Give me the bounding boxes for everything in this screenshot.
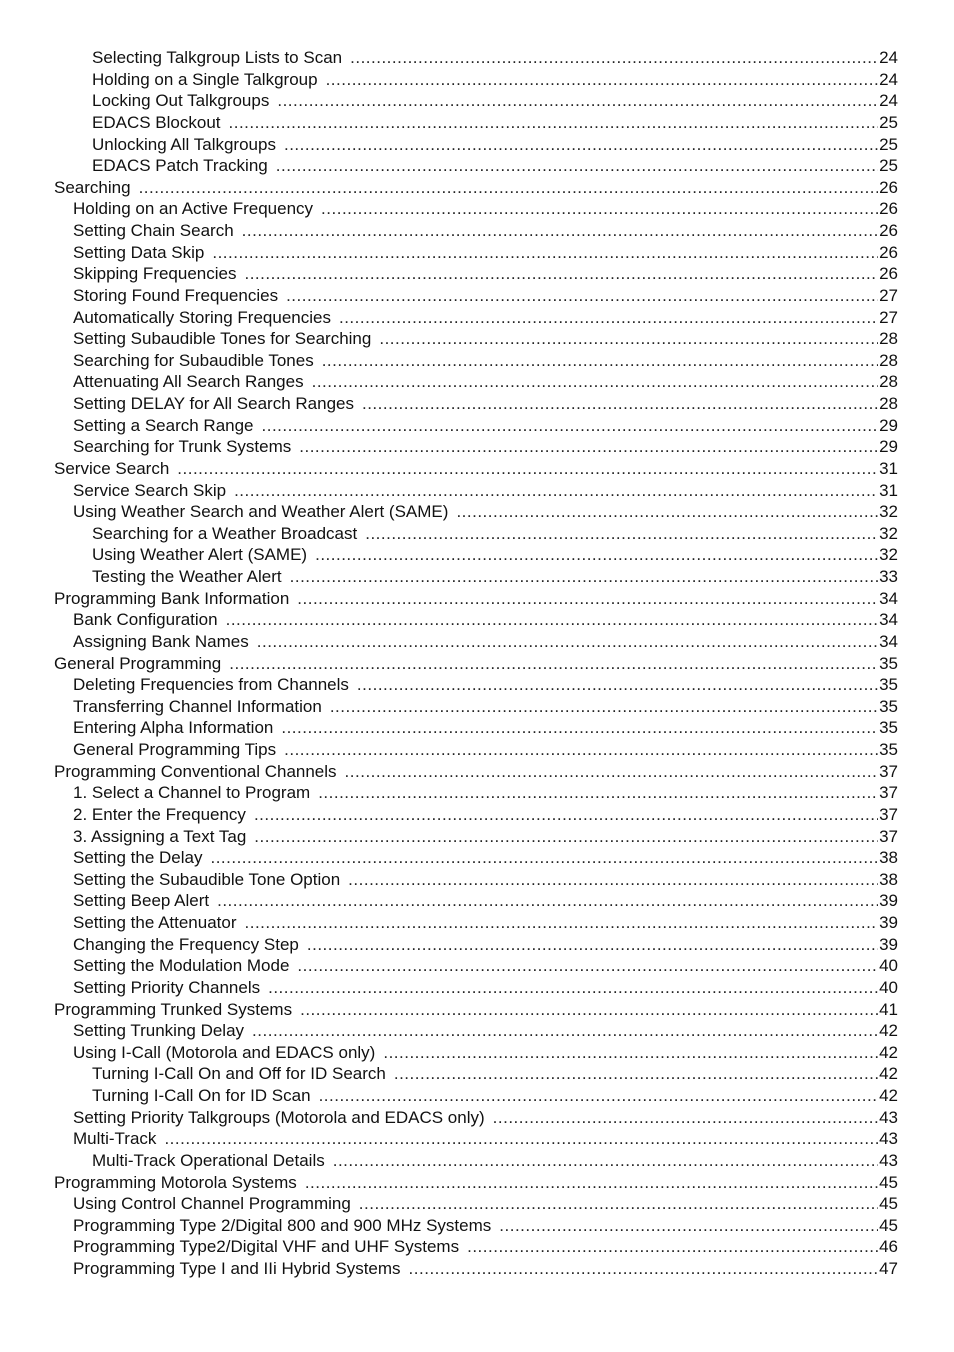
toc-entry-title: Multi-Track bbox=[73, 1129, 157, 1149]
dot-leader bbox=[456, 501, 878, 523]
toc-entry[interactable] bbox=[54, 826, 898, 848]
toc-entry[interactable] bbox=[54, 1236, 898, 1258]
toc-entry-page-number: 35 bbox=[879, 696, 898, 716]
toc-entry[interactable] bbox=[54, 1063, 898, 1085]
toc-entry-page-number: 28 bbox=[879, 372, 898, 392]
dot-leader bbox=[318, 782, 878, 804]
toc-entry-page-number: 41 bbox=[879, 999, 898, 1019]
toc-entry-title: Using Weather Alert (SAME) bbox=[92, 545, 308, 565]
toc-entry-title: Programming Motorola Systems bbox=[54, 1172, 297, 1192]
toc-entry[interactable] bbox=[54, 1193, 898, 1215]
toc-entry[interactable] bbox=[54, 328, 898, 350]
toc-entry-title: Setting Chain Search bbox=[73, 221, 234, 240]
dot-leader bbox=[139, 177, 879, 199]
toc-entry-page-number: 39 bbox=[879, 934, 898, 954]
toc-entry[interactable] bbox=[54, 523, 898, 545]
toc-entry-title: Searching for Trunk Systems bbox=[73, 437, 292, 457]
table-of-contents bbox=[54, 47, 898, 1280]
toc-entry-page-number: 43 bbox=[879, 1150, 898, 1170]
toc-entry[interactable] bbox=[54, 393, 898, 415]
toc-entry[interactable] bbox=[54, 1172, 898, 1194]
dot-leader bbox=[321, 198, 878, 220]
toc-entry[interactable] bbox=[54, 1215, 898, 1237]
dot-leader bbox=[252, 1020, 878, 1042]
toc-entry-title: Programming Trunked Systems bbox=[54, 999, 293, 1019]
dot-leader bbox=[383, 1042, 878, 1064]
toc-entry[interactable] bbox=[54, 1150, 898, 1172]
toc-entry[interactable] bbox=[54, 609, 898, 631]
dot-leader bbox=[319, 1085, 879, 1107]
dot-leader bbox=[394, 1063, 878, 1085]
toc-entry[interactable] bbox=[54, 782, 898, 804]
toc-entry-page-number: 29 bbox=[879, 437, 898, 457]
dot-leader bbox=[359, 1193, 878, 1215]
toc-entry-title: Setting DELAY for All Search Ranges bbox=[73, 394, 354, 413]
toc-entry[interactable] bbox=[54, 912, 898, 934]
toc-entry-page-number: 37 bbox=[879, 804, 898, 824]
dot-leader bbox=[284, 134, 878, 156]
dot-leader bbox=[276, 155, 878, 177]
toc-entry[interactable] bbox=[54, 263, 898, 285]
toc-entry[interactable] bbox=[54, 458, 898, 480]
toc-entry[interactable] bbox=[54, 69, 898, 91]
toc-entry-page-number: 27 bbox=[879, 307, 898, 327]
toc-entry-title: Bank Configuration bbox=[73, 610, 218, 630]
toc-entry-page-number: 26 bbox=[879, 177, 898, 197]
toc-entry-page-number: 28 bbox=[879, 350, 898, 370]
toc-entry-title: Setting the Subaudible Tone Option bbox=[73, 869, 341, 889]
toc-entry-title: Programming Bank Information bbox=[54, 588, 290, 608]
toc-entry-title: EDACS Patch Tracking bbox=[92, 156, 268, 176]
toc-entry[interactable] bbox=[54, 307, 898, 329]
toc-entry[interactable] bbox=[54, 415, 898, 437]
toc-entry-page-number: 28 bbox=[879, 329, 898, 349]
dot-leader bbox=[268, 977, 878, 999]
dot-leader bbox=[244, 263, 878, 285]
dot-leader bbox=[245, 912, 879, 934]
toc-entry[interactable] bbox=[54, 566, 898, 588]
toc-entry-title: Using Control Channel Programming bbox=[73, 1194, 351, 1214]
dot-leader bbox=[297, 588, 878, 610]
toc-entry-page-number: 27 bbox=[879, 285, 898, 305]
toc-entry[interactable] bbox=[54, 1042, 898, 1064]
toc-entry-page-number: 46 bbox=[879, 1237, 898, 1257]
toc-entry-title: Service Search Skip bbox=[73, 480, 227, 500]
dot-leader bbox=[226, 609, 878, 631]
toc-entry-title: Setting the Attenuator bbox=[73, 913, 237, 932]
dot-leader bbox=[299, 436, 878, 458]
toc-entry-page-number: 24 bbox=[879, 91, 898, 111]
toc-entry[interactable] bbox=[54, 501, 898, 523]
toc-entry-page-number: 45 bbox=[879, 1215, 898, 1235]
dot-leader bbox=[339, 307, 878, 329]
dot-leader bbox=[350, 47, 878, 69]
dot-leader bbox=[300, 999, 878, 1021]
toc-entry[interactable] bbox=[54, 177, 898, 199]
toc-entry-page-number: 32 bbox=[879, 545, 898, 565]
toc-entry-page-number: 45 bbox=[879, 1172, 898, 1192]
toc-entry[interactable] bbox=[54, 220, 898, 242]
dot-leader bbox=[312, 371, 878, 393]
toc-entry-page-number: 42 bbox=[879, 1086, 898, 1105]
dot-leader bbox=[229, 112, 879, 134]
toc-entry-page-number: 25 bbox=[879, 156, 898, 176]
toc-entry[interactable] bbox=[54, 544, 898, 566]
toc-entry-title: Setting Priority Channels bbox=[73, 977, 261, 997]
toc-entry[interactable] bbox=[54, 1128, 898, 1150]
toc-entry-title: Transferring Channel Information bbox=[73, 696, 322, 716]
toc-entry-page-number: 35 bbox=[879, 675, 898, 695]
toc-entry[interactable] bbox=[54, 934, 898, 956]
dot-leader bbox=[305, 1172, 878, 1194]
toc-entry-page-number: 35 bbox=[879, 653, 898, 673]
dot-leader bbox=[212, 242, 878, 264]
toc-entry-title: Selecting Talkgroup Lists to Scan bbox=[92, 48, 343, 67]
toc-entry[interactable] bbox=[54, 112, 898, 134]
toc-entry[interactable] bbox=[54, 47, 898, 69]
toc-entry-page-number: 38 bbox=[879, 869, 898, 889]
dot-leader bbox=[348, 869, 878, 891]
toc-entry-title: Searching bbox=[54, 177, 131, 197]
toc-entry[interactable] bbox=[54, 155, 898, 177]
toc-entry-page-number: 40 bbox=[879, 956, 898, 976]
toc-entry-title: Setting a Search Range bbox=[73, 415, 254, 435]
dot-leader bbox=[242, 220, 878, 242]
toc-entry-page-number: 31 bbox=[879, 458, 898, 478]
dot-leader bbox=[284, 739, 878, 761]
dot-leader bbox=[493, 1107, 878, 1129]
toc-entry-page-number: 34 bbox=[879, 631, 898, 651]
toc-entry-title: Turning I-Call On for ID Scan bbox=[92, 1086, 311, 1105]
toc-entry[interactable] bbox=[54, 847, 898, 869]
toc-entry-page-number: 29 bbox=[879, 415, 898, 435]
dot-leader bbox=[357, 674, 878, 696]
dot-leader bbox=[229, 653, 878, 675]
toc-entry-page-number: 43 bbox=[879, 1129, 898, 1149]
toc-entry-page-number: 42 bbox=[879, 1064, 898, 1084]
dot-leader bbox=[164, 1128, 878, 1150]
toc-entry-page-number: 33 bbox=[879, 567, 898, 586]
dot-leader bbox=[467, 1236, 878, 1258]
dot-leader bbox=[362, 393, 878, 415]
toc-entry[interactable] bbox=[54, 653, 898, 675]
dot-leader bbox=[499, 1215, 878, 1237]
toc-entry-page-number: 40 bbox=[879, 977, 898, 997]
toc-entry-title: Holding on an Active Frequency bbox=[73, 199, 314, 219]
toc-entry-title: Setting the Delay bbox=[73, 848, 203, 868]
toc-entry-page-number: 35 bbox=[879, 740, 898, 759]
toc-entry-title: Turning I-Call On and Off for ID Search bbox=[92, 1064, 386, 1084]
dot-leader bbox=[307, 934, 878, 956]
toc-entry-page-number: 32 bbox=[879, 523, 898, 543]
toc-entry-title: Changing the Frequency Step bbox=[73, 934, 299, 954]
toc-entry-page-number: 43 bbox=[879, 1107, 898, 1127]
toc-entry-title: Locking Out Talkgroups bbox=[92, 91, 270, 111]
toc-entry[interactable] bbox=[54, 285, 898, 307]
toc-entry-title: Automatically Storing Frequencies bbox=[73, 307, 331, 327]
dot-leader bbox=[290, 566, 878, 588]
toc-entry-page-number: 28 bbox=[879, 394, 898, 413]
toc-entry-page-number: 45 bbox=[879, 1194, 898, 1214]
toc-entry-page-number: 38 bbox=[879, 848, 898, 868]
toc-entry[interactable] bbox=[54, 696, 898, 718]
toc-entry-page-number: 31 bbox=[879, 480, 898, 500]
dot-leader bbox=[409, 1258, 879, 1280]
dot-leader bbox=[326, 69, 879, 91]
dot-leader bbox=[254, 826, 878, 848]
dot-leader bbox=[234, 480, 878, 502]
toc-entry-title: 3. Assigning a Text Tag bbox=[73, 826, 247, 846]
toc-entry-page-number: 32 bbox=[879, 502, 898, 522]
toc-entry-title: Storing Found Frequencies bbox=[73, 285, 279, 305]
toc-entry-title: Deleting Frequencies from Channels bbox=[73, 675, 349, 695]
toc-entry-title: Setting Beep Alert bbox=[73, 891, 210, 911]
toc-entry[interactable] bbox=[54, 436, 898, 458]
toc-entry-title: Testing the Weather Alert bbox=[92, 567, 282, 586]
toc-entry-page-number: 42 bbox=[879, 1021, 898, 1041]
toc-entry[interactable] bbox=[54, 198, 898, 220]
toc-entry-title: Setting Trunking Delay bbox=[73, 1021, 245, 1041]
toc-entry-title: Setting Subaudible Tones for Searching bbox=[73, 329, 372, 349]
dot-leader bbox=[286, 285, 878, 307]
dot-leader bbox=[262, 415, 879, 437]
toc-entry-title: Holding on a Single Talkgroup bbox=[92, 69, 318, 89]
dot-leader bbox=[315, 544, 878, 566]
toc-entry-page-number: 39 bbox=[879, 891, 898, 911]
toc-entry[interactable] bbox=[54, 588, 898, 610]
toc-entry[interactable] bbox=[54, 242, 898, 264]
toc-entry-page-number: 26 bbox=[879, 264, 898, 284]
toc-entry-page-number: 26 bbox=[879, 199, 898, 219]
toc-entry-page-number: 37 bbox=[879, 761, 898, 781]
dot-leader bbox=[379, 328, 878, 350]
dot-leader bbox=[217, 890, 878, 912]
dot-leader bbox=[345, 761, 879, 783]
dot-leader bbox=[365, 523, 878, 545]
toc-entry[interactable] bbox=[54, 1107, 898, 1129]
dot-leader bbox=[333, 1150, 878, 1172]
toc-entry-title: General Programming bbox=[54, 653, 222, 673]
toc-entry-page-number: 26 bbox=[879, 242, 898, 262]
toc-entry-title: 1. Select a Channel to Program bbox=[73, 783, 311, 803]
toc-entry[interactable] bbox=[54, 804, 898, 826]
toc-entry-title: EDACS Blockout bbox=[92, 112, 221, 132]
toc-entry[interactable] bbox=[54, 890, 898, 912]
toc-entry-title: Unlocking All Talkgroups bbox=[92, 134, 276, 154]
toc-entry-page-number: 39 bbox=[879, 913, 898, 932]
dot-leader bbox=[330, 696, 878, 718]
toc-entry[interactable] bbox=[54, 631, 898, 653]
toc-entry-title: Setting Data Skip bbox=[73, 242, 205, 262]
toc-entry[interactable] bbox=[54, 717, 898, 739]
dot-leader bbox=[257, 631, 878, 653]
toc-entry-title: Attenuating All Search Ranges bbox=[73, 372, 304, 392]
toc-entry-title: Programming Type2/Digital VHF and UHF Systems bbox=[73, 1237, 460, 1257]
dot-leader bbox=[254, 804, 878, 826]
dot-leader bbox=[281, 717, 878, 739]
toc-entry-title: 2. Enter the Frequency bbox=[73, 804, 246, 824]
toc-entry[interactable] bbox=[54, 350, 898, 372]
toc-entry-page-number: 34 bbox=[879, 588, 898, 608]
toc-entry[interactable] bbox=[54, 1085, 898, 1107]
toc-entry-title: Programming Type I and IIi Hybrid Systems bbox=[73, 1259, 401, 1278]
toc-entry-title: Multi-Track Operational Details bbox=[92, 1150, 325, 1170]
toc-entry[interactable] bbox=[54, 1020, 898, 1042]
toc-entry-page-number: 25 bbox=[879, 112, 898, 132]
toc-entry-page-number: 37 bbox=[879, 826, 898, 846]
toc-entry-page-number: 47 bbox=[879, 1259, 898, 1278]
toc-entry-title: Service Search bbox=[54, 458, 170, 478]
toc-entry-page-number: 42 bbox=[879, 1042, 898, 1062]
toc-entry[interactable] bbox=[54, 134, 898, 156]
toc-entry-title: Skipping Frequencies bbox=[73, 264, 237, 284]
toc-entry[interactable] bbox=[54, 739, 898, 761]
toc-entry-title: Using I-Call (Motorola and EDACS only) bbox=[73, 1042, 376, 1062]
dot-leader bbox=[277, 90, 878, 112]
dot-leader bbox=[177, 458, 878, 480]
dot-leader bbox=[210, 847, 878, 869]
toc-entry-title: Searching for Subaudible Tones bbox=[73, 350, 314, 370]
toc-entry[interactable] bbox=[54, 999, 898, 1021]
toc-entry-page-number: 24 bbox=[879, 48, 898, 67]
toc-entry-title: Programming Type 2/Digital 800 and 900 MHz Systems bbox=[73, 1215, 492, 1235]
toc-entry-page-number: 26 bbox=[879, 221, 898, 240]
dot-leader bbox=[322, 350, 878, 372]
toc-entry-title: Setting the Modulation Mode bbox=[73, 956, 290, 976]
toc-entry-title: Setting Priority Talkgroups (Motorola and EDACS only) bbox=[73, 1107, 485, 1127]
toc-entry-page-number: 34 bbox=[879, 610, 898, 630]
toc-entry[interactable] bbox=[54, 977, 898, 999]
toc-entry-page-number: 25 bbox=[879, 134, 898, 154]
toc-entry-page-number: 24 bbox=[879, 69, 898, 89]
toc-entry-title: Assigning Bank Names bbox=[73, 631, 249, 651]
toc-entry[interactable] bbox=[54, 90, 898, 112]
toc-entry[interactable] bbox=[54, 371, 898, 393]
toc-entry[interactable] bbox=[54, 869, 898, 891]
toc-entry-page-number: 37 bbox=[879, 783, 898, 803]
toc-entry-title: Entering Alpha Information bbox=[73, 718, 274, 738]
toc-entry-title: Programming Conventional Channels bbox=[54, 761, 337, 781]
toc-entry[interactable] bbox=[54, 955, 898, 977]
toc-entry[interactable] bbox=[54, 674, 898, 696]
dot-leader bbox=[297, 955, 878, 977]
toc-entry-title: General Programming Tips bbox=[73, 740, 277, 759]
toc-entry[interactable] bbox=[54, 761, 898, 783]
toc-entry-title: Using Weather Search and Weather Alert (SAME) bbox=[73, 502, 449, 522]
toc-entry[interactable] bbox=[54, 480, 898, 502]
toc-entry-page-number: 35 bbox=[879, 718, 898, 738]
toc-entry[interactable] bbox=[54, 1258, 898, 1280]
toc-entry-title: Searching for a Weather Broadcast bbox=[92, 523, 358, 543]
